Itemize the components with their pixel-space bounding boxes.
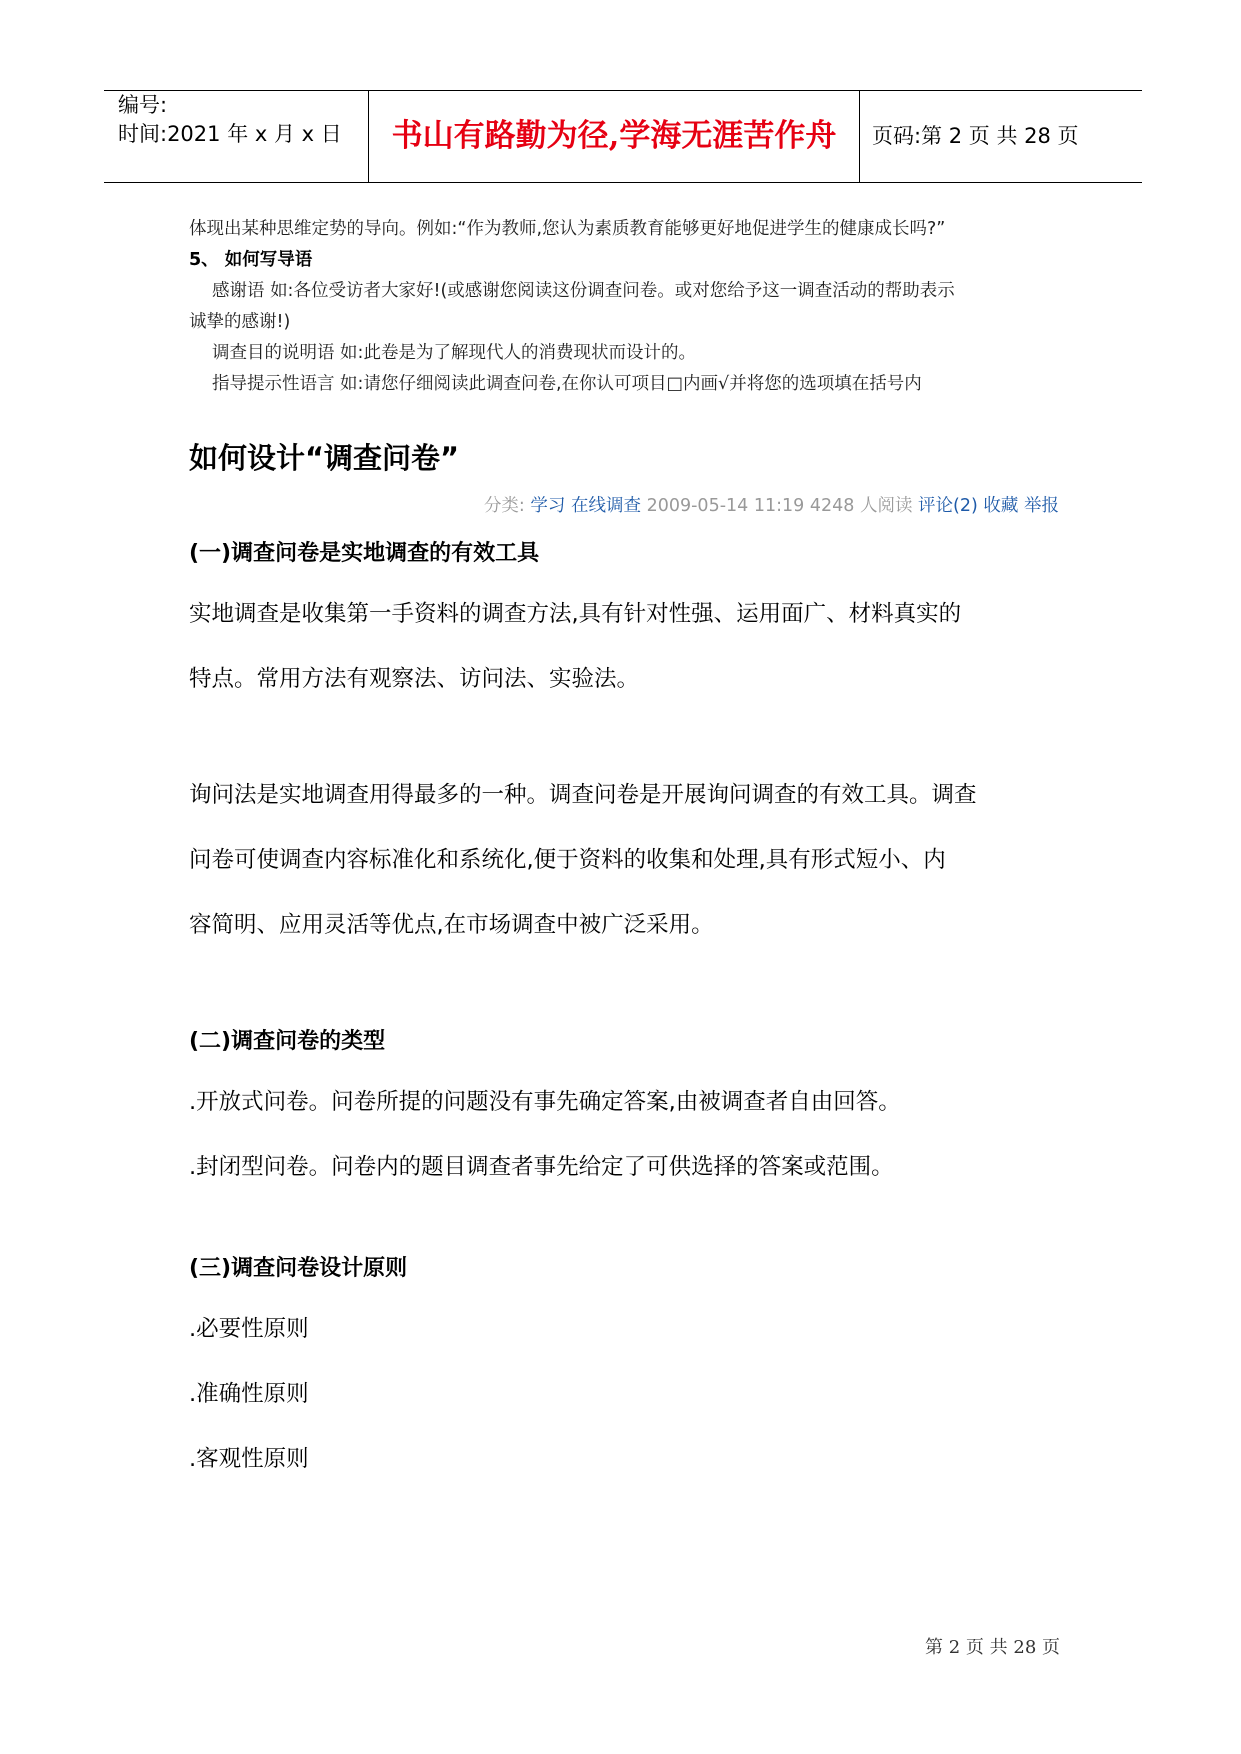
comments-link[interactable]: 评论(2) [918,496,978,516]
section-heading: (二)调查问卷的类型 [189,1029,386,1054]
read-count: 4248 人阅读 [809,496,913,516]
time-label: 时间:2021 年 x 月 x 日 [118,122,342,146]
header-page-label: 页码:第 2 页 共 28 页 [872,124,1079,148]
thanks-line: 感谢语 如:各位受访者大家好!(或感谢您阅读这份调查问卷。或对您给予这一调查活动的帮助表示 [212,281,955,301]
paragraph-line: 特点。常用方法有观察法、访问法、实验法。 [189,666,640,692]
favorite-link[interactable]: 收藏 [983,496,1019,516]
paragraph-line: 容简明、应用灵活等优点,在市场调查中被广泛采用。 [189,912,714,938]
list-item: .开放式问卷。问卷所提的问题没有事先确定答案,由被调查者自由回答。 [189,1089,901,1115]
section-heading: (三)调查问卷设计原则 [189,1256,408,1281]
header-divider [368,91,369,182]
article-title: 如何设计“调查问卷” [189,441,460,475]
list-item: .准确性原则 [189,1381,309,1407]
page-content [189,214,1059,1492]
thanks-line-cont: 诚挚的感谢!) [189,312,291,332]
paragraph-line: 问卷可使调查内容标准化和系统化,便于资料的收集和处理,具有形式短小、内 [189,847,946,873]
post-datetime: 2009-05-14 11:19 [646,496,805,516]
header-left [118,91,368,149]
guide-line: 指导提示性语言 如:请您仔细阅读此调查问卷,在你认可项目□内画√并将您的选项填在括号内 [212,374,922,394]
list-item: .客观性原则 [189,1446,309,1472]
article-meta [189,492,1059,520]
header-divider [859,91,860,182]
category-link-study[interactable]: 学习 [530,496,566,516]
paragraph-line: 询问法是实地调查用得最多的一种。调查问卷是开展询问调查的有效工具。调查 [189,782,977,808]
list-item: .必要性原则 [189,1316,309,1342]
purpose-line: 调查目的说明语 如:此卷是为了解现代人的消费现状而设计的。 [212,343,696,363]
report-link[interactable]: 举报 [1024,496,1059,516]
number-label: 编号: [118,93,168,117]
list-item: .封闭型问卷。问卷内的题目调查者事先给定了可供选择的答案或范围。 [189,1154,894,1180]
intro-line: 体现出某种思维定势的导向。例如:“作为教师,您认为素质教育能够更好地促进学生的健康成长吗?” [189,219,946,239]
header-motto: 书山有路勤为径,学海无涯苦作舟 [391,118,837,154]
intro-heading: 5、 如何写导语 [189,250,313,270]
page-footer: 第 2 页 共 28 页 [925,1637,1060,1658]
paragraph-line: 实地调查是收集第一手资料的调查方法,具有针对性强、运用面广、材料真实的 [189,601,962,627]
category-link-survey[interactable]: 在线调查 [571,496,641,516]
category-label: 分类: [483,496,525,516]
section-heading: (一)调查问卷是实地调查的有效工具 [189,541,540,566]
page-header [104,90,1142,183]
